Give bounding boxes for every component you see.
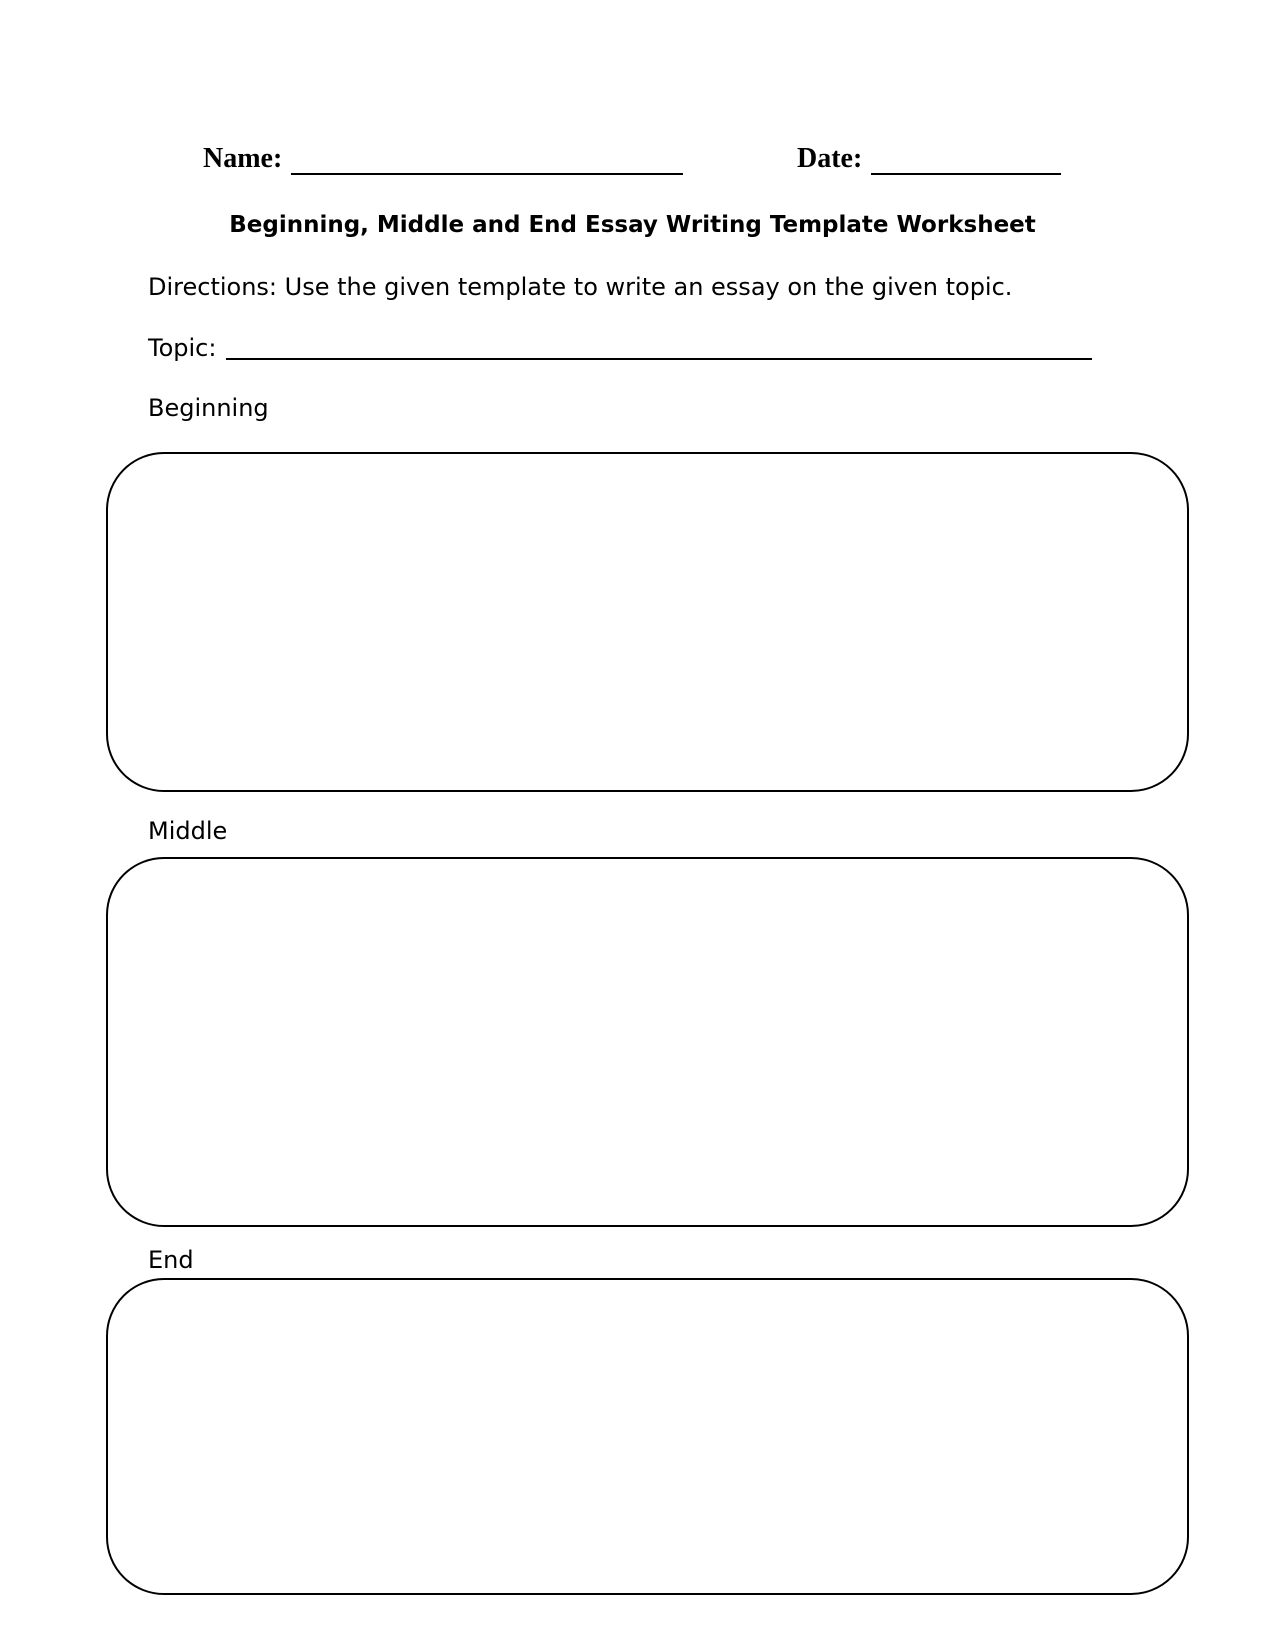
worksheet-title: Beginning, Middle and End Essay Writing Template Worksheet bbox=[229, 212, 1036, 238]
beginning-label: Beginning bbox=[148, 394, 269, 422]
beginning-writing-box[interactable] bbox=[106, 452, 1189, 792]
end-label: End bbox=[148, 1246, 194, 1274]
middle-label: Middle bbox=[148, 817, 228, 845]
end-writing-box[interactable] bbox=[106, 1278, 1189, 1595]
middle-writing-box[interactable] bbox=[106, 857, 1189, 1227]
header-row bbox=[0, 142, 1275, 182]
topic-label: Topic: bbox=[148, 334, 217, 362]
date-field-line[interactable] bbox=[871, 173, 1061, 175]
name-field-line[interactable] bbox=[291, 173, 683, 175]
name-label: Name: bbox=[203, 143, 283, 174]
directions-text: Directions: Use the given template to write an essay on the given topic. bbox=[148, 273, 1013, 301]
topic-field-line[interactable] bbox=[226, 358, 1092, 360]
date-label: Date: bbox=[797, 143, 863, 174]
